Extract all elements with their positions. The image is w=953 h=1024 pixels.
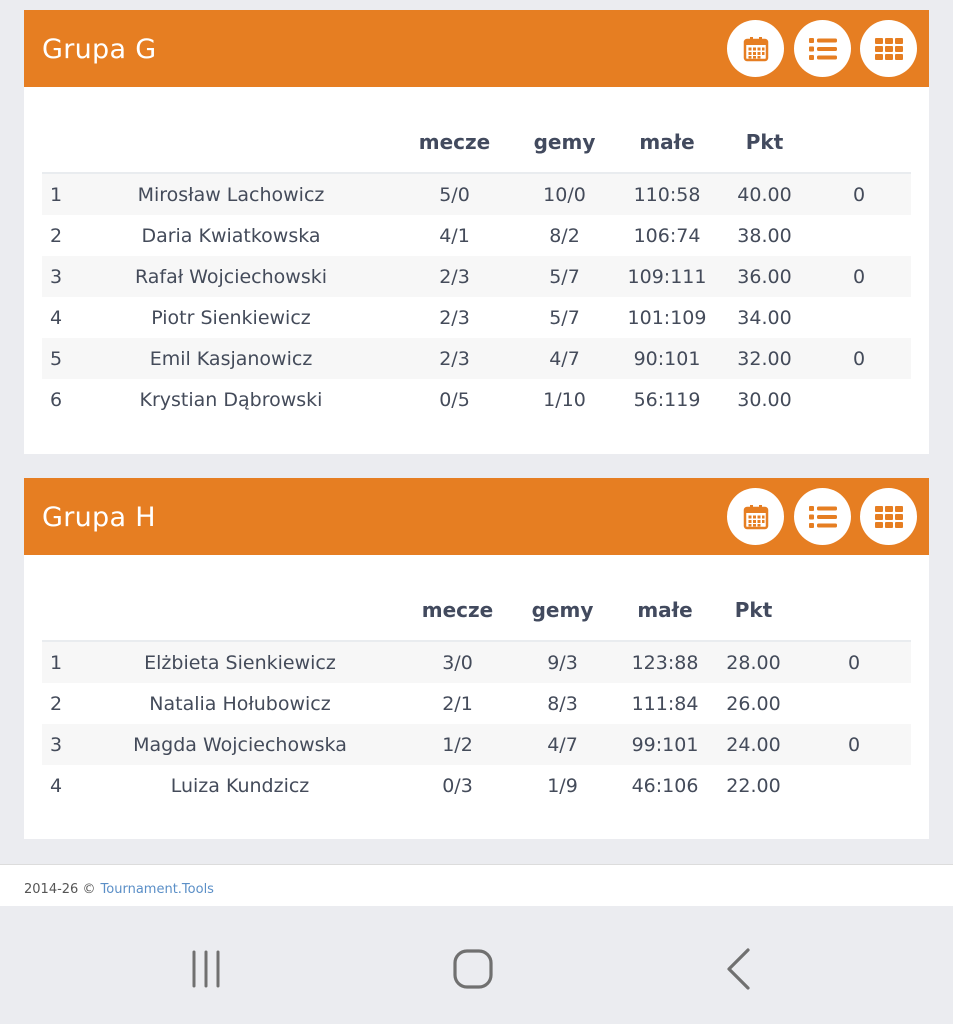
player-name[interactable]: Piotr Sienkiewicz [151, 306, 311, 329]
row-games: 8/2 [549, 224, 580, 247]
row-matches: 2/3 [392, 256, 517, 297]
system-navigation-bar [0, 906, 953, 1024]
row-matches: 4/1 [439, 224, 470, 247]
col-name [70, 580, 410, 641]
col-matches: mecze [392, 112, 517, 173]
home-icon [451, 947, 495, 991]
col-small: małe [620, 580, 710, 641]
row-rank: 4 [49, 306, 63, 329]
table-row[interactable] [42, 724, 911, 765]
player-name[interactable]: Daria Kwiatkowska [141, 224, 321, 247]
row-extra: 0 [807, 256, 911, 297]
recent-apps-icon [186, 949, 226, 989]
page-footer [0, 864, 953, 906]
row-rank: 1 [42, 641, 70, 683]
row-extra [807, 297, 911, 338]
table-row[interactable] [42, 297, 911, 338]
table-header-row [42, 580, 911, 641]
back-icon [720, 947, 760, 991]
col-rank [42, 580, 70, 641]
row-matches: 3/0 [410, 641, 505, 683]
player-name[interactable]: Emil Kasjanowicz [70, 338, 392, 379]
back-button[interactable] [710, 944, 770, 994]
group-card-g [24, 10, 929, 454]
row-games: 5/7 [517, 256, 612, 297]
calendar-icon [742, 35, 770, 63]
tournament-tools-link[interactable] [101, 878, 214, 897]
row-points: 40.00 [722, 173, 807, 215]
group-header [24, 478, 929, 555]
row-games: 4/7 [505, 724, 620, 765]
row-rank: 1 [42, 173, 70, 215]
row-extra [797, 683, 911, 724]
row-small: 106:74 [633, 224, 701, 247]
list-icon [808, 504, 838, 530]
col-matches: mecze [410, 580, 505, 641]
table-row[interactable] [42, 641, 911, 683]
player-name[interactable]: Elżbieta Sienkiewicz [70, 641, 410, 683]
row-rank: 5 [42, 338, 70, 379]
home-button[interactable] [443, 944, 503, 994]
list-icon [808, 36, 838, 62]
row-points: 36.00 [722, 256, 807, 297]
row-points: 32.00 [722, 338, 807, 379]
row-points: 22.00 [726, 774, 781, 797]
row-rank: 3 [42, 256, 70, 297]
table-row[interactable] [42, 765, 911, 806]
row-matches: 2/3 [392, 338, 517, 379]
row-extra [807, 379, 911, 420]
row-extra: 0 [807, 338, 911, 379]
col-points: Pkt [722, 112, 807, 173]
calendar-icon [742, 503, 770, 531]
list-button[interactable] [794, 20, 851, 77]
row-games: 8/3 [547, 692, 578, 715]
col-extra [797, 580, 911, 641]
standings-table [42, 112, 911, 420]
table-row[interactable] [42, 338, 911, 379]
row-points: 34.00 [737, 306, 792, 329]
row-small: 110:58 [612, 173, 722, 215]
row-small: 123:88 [620, 641, 710, 683]
player-name[interactable]: Luiza Kundzicz [170, 774, 310, 797]
col-points: Pkt [710, 580, 797, 641]
row-points: 30.00 [737, 388, 792, 411]
col-games: gemy [517, 112, 612, 173]
grid-icon [874, 37, 904, 61]
row-games: 4/7 [517, 338, 612, 379]
group-header [24, 10, 929, 87]
table-row[interactable] [42, 256, 911, 297]
row-small: 109:111 [612, 256, 722, 297]
row-small: 90:101 [612, 338, 722, 379]
row-extra [807, 215, 911, 256]
col-name [70, 112, 392, 173]
group-card-h [24, 478, 929, 839]
player-name[interactable]: Magda Wojciechowska [70, 724, 410, 765]
table-header-row [42, 112, 911, 173]
col-rank [42, 112, 70, 173]
row-extra: 0 [797, 724, 911, 765]
row-games: 1/9 [547, 774, 578, 797]
row-small: 99:101 [620, 724, 710, 765]
row-extra [797, 765, 911, 806]
row-matches: 2/1 [442, 692, 473, 715]
copyright-text: 2014-26 © [24, 882, 96, 897]
col-games: gemy [505, 580, 620, 641]
row-extra: 0 [807, 173, 911, 215]
recent-apps-button[interactable] [176, 944, 236, 994]
table-row[interactable] [42, 173, 911, 215]
footer-link-label: Tournament.Tools [100, 882, 214, 897]
row-matches: 5/0 [392, 173, 517, 215]
row-matches: 0/3 [442, 774, 473, 797]
row-rank: 6 [49, 388, 63, 411]
list-button[interactable] [794, 488, 851, 545]
calendar-button[interactable] [727, 488, 784, 545]
row-rank: 2 [49, 224, 63, 247]
calendar-button[interactable] [727, 20, 784, 77]
grid-button[interactable] [860, 20, 917, 77]
grid-icon [874, 505, 904, 529]
row-points: 28.00 [710, 641, 797, 683]
row-small: 111:84 [631, 692, 699, 715]
row-points: 38.00 [737, 224, 792, 247]
standings-table [42, 580, 911, 806]
table-row[interactable] [42, 683, 911, 724]
grid-button[interactable] [860, 488, 917, 545]
row-games: 10/0 [517, 173, 612, 215]
row-games: 1/10 [543, 388, 586, 411]
group-title: Grupa G [42, 34, 157, 65]
row-points: 26.00 [726, 692, 781, 715]
row-points: 24.00 [710, 724, 797, 765]
row-matches: 1/2 [410, 724, 505, 765]
row-extra: 0 [797, 641, 911, 683]
row-small: 46:106 [631, 774, 699, 797]
row-matches: 0/5 [439, 388, 470, 411]
group-title: Grupa H [42, 502, 156, 533]
player-name[interactable]: Rafał Wojciechowski [70, 256, 392, 297]
player-name[interactable]: Krystian Dąbrowski [139, 388, 323, 411]
row-rank: 3 [42, 724, 70, 765]
row-small: 56:119 [633, 388, 701, 411]
col-extra [807, 112, 911, 173]
row-games: 5/7 [549, 306, 580, 329]
table-row[interactable] [42, 379, 911, 420]
col-small: małe [612, 112, 722, 173]
row-rank: 4 [49, 774, 63, 797]
row-rank: 2 [49, 692, 63, 715]
footer-copyright [24, 878, 214, 897]
player-name[interactable]: Mirosław Lachowicz [70, 173, 392, 215]
player-name[interactable]: Natalia Hołubowicz [149, 692, 331, 715]
row-small: 101:109 [627, 306, 707, 329]
table-row[interactable] [42, 215, 911, 256]
row-matches: 2/3 [439, 306, 470, 329]
row-games: 9/3 [505, 641, 620, 683]
